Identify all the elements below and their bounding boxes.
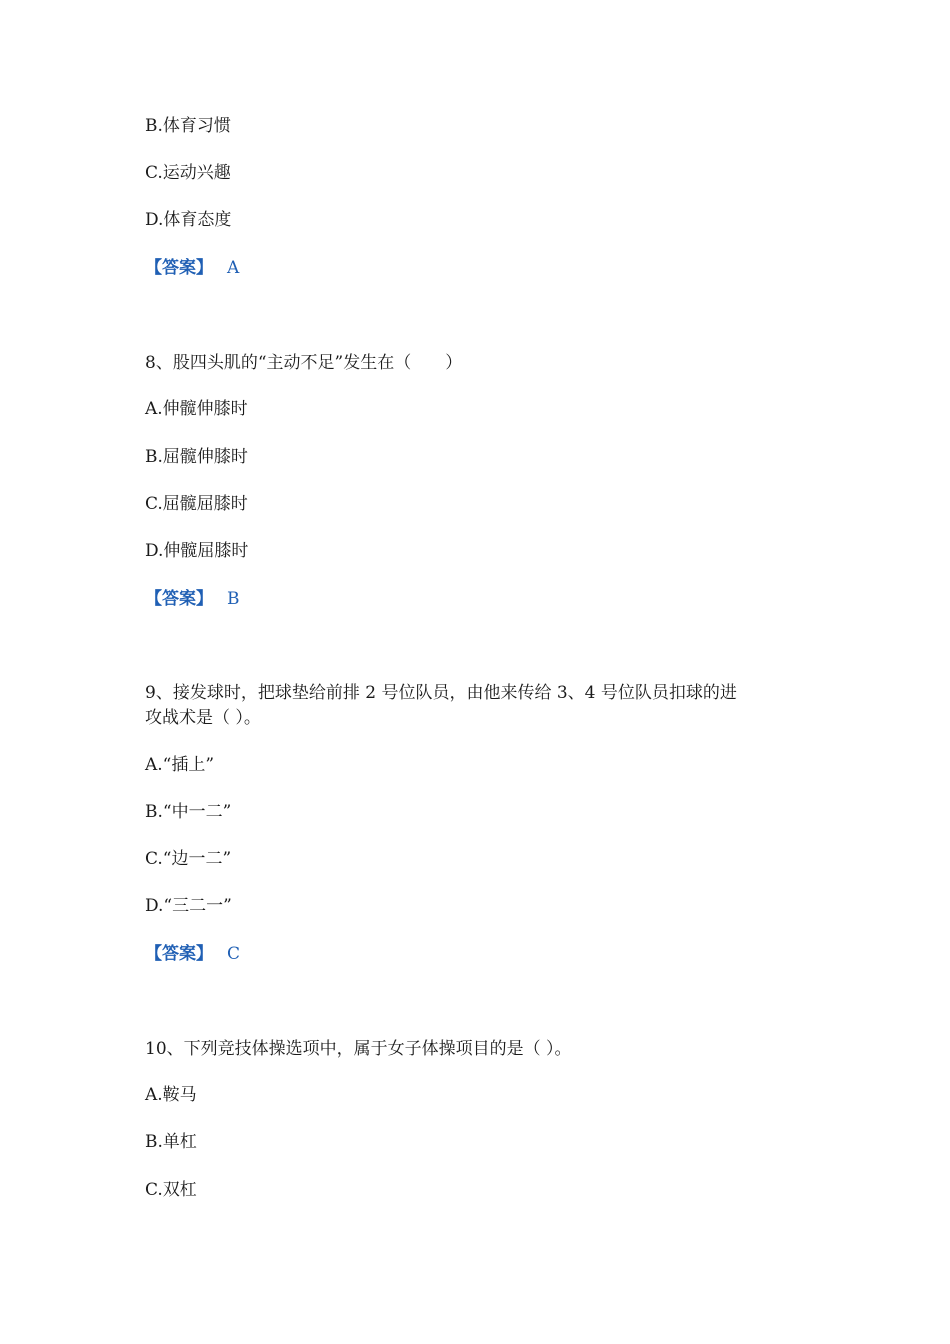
q10-option-a: A.鞍马	[145, 1085, 197, 1105]
q7-option-c: C.运动兴趣	[145, 163, 231, 183]
q8-option-a: A.伸髋伸膝时	[145, 399, 248, 419]
answer-label: 【答案】	[145, 258, 213, 278]
answer-label: 【答案】	[145, 589, 213, 609]
q10-stem: 10、下列竞技体操选项中，属于女子体操项目的是（ ）。	[145, 1039, 572, 1059]
answer-value: C	[227, 944, 241, 964]
q9-option-a: A.“插上”	[145, 755, 215, 775]
q8-stem: 8、股四头肌的“主动不足”发生在（ ）	[145, 353, 463, 373]
answer-value: A	[227, 258, 240, 278]
answer-label: 【答案】	[145, 944, 213, 964]
q8-option-d: D.伸髋屈膝时	[145, 541, 249, 561]
q10-option-c: C.双杠	[145, 1180, 197, 1200]
q8-option-c: C.屈髋屈膝时	[145, 494, 248, 514]
q9-option-d: D.“三二一”	[145, 896, 232, 916]
q9-stem-line1: 9、接发球时，把球垫给前排 2 号位队员，由他来传给 3、4 号位队员扣球的进	[145, 683, 737, 703]
q7-option-d: D.体育态度	[145, 210, 232, 230]
q9-option-b: B.“中一二”	[145, 802, 232, 822]
q8-answer	[145, 587, 240, 611]
q7-answer	[145, 256, 239, 280]
q7-option-b: B.体育习惯	[145, 116, 231, 136]
q9-stem-line2: 攻战术是（ ）。	[145, 708, 261, 728]
q10-option-b: B.单杠	[145, 1132, 197, 1152]
q9-option-c: C.“边一二”	[145, 849, 232, 869]
answer-value: B	[227, 589, 240, 609]
q9-answer	[145, 942, 240, 966]
q8-option-b: B.屈髋伸膝时	[145, 447, 248, 467]
